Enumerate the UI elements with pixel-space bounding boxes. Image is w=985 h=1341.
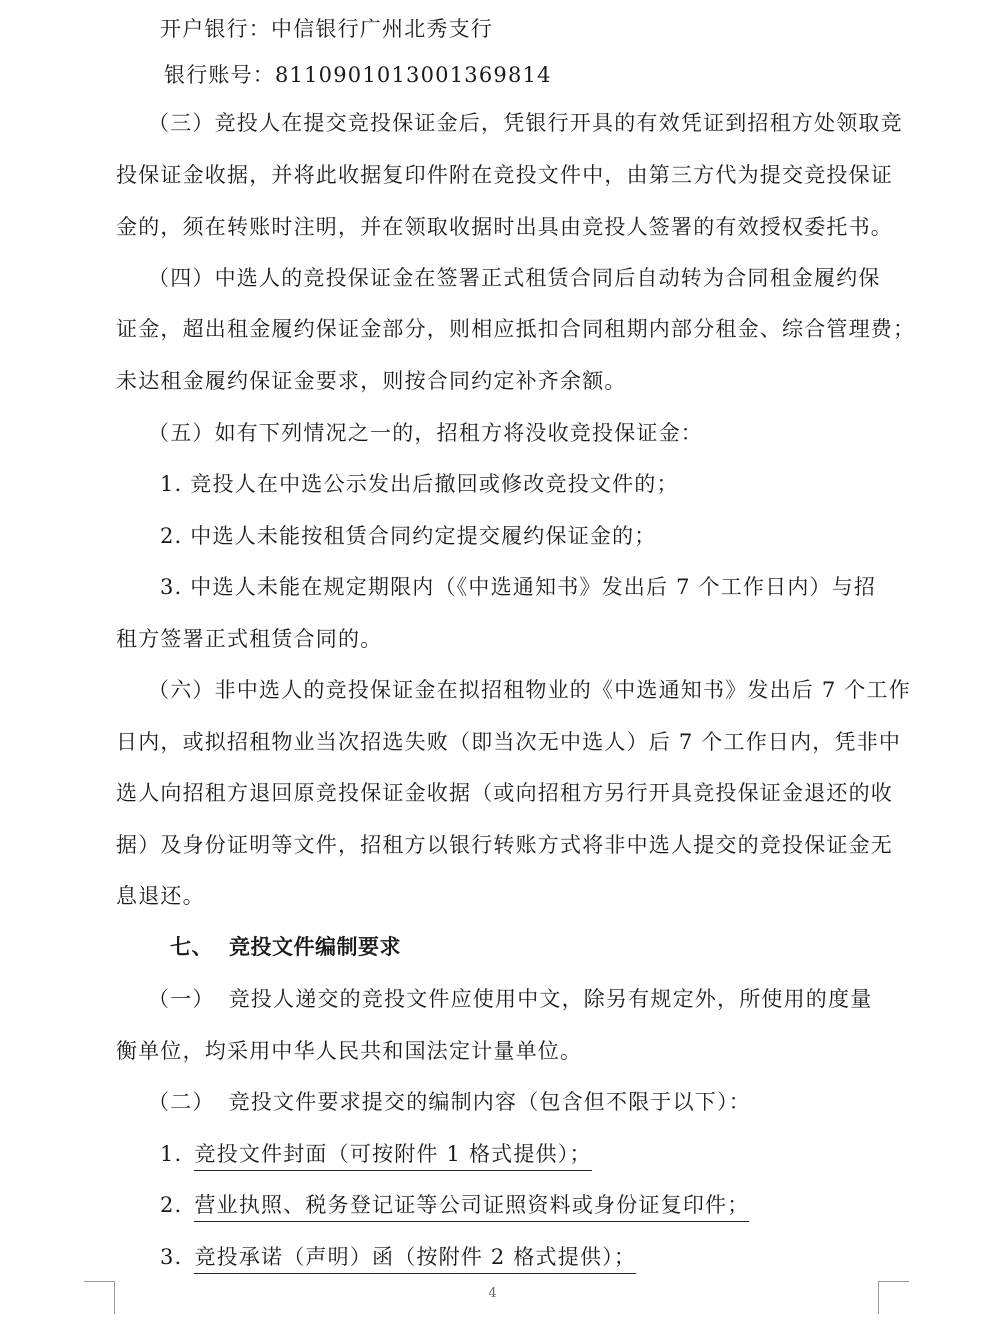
list-item-3: 3. 竞投承诺（声明）函（按附件 2 格式提供）； xyxy=(0,1242,985,1272)
bank-branch-line: 开户银行：中信银行广州北秀支行 xyxy=(160,17,493,41)
para6-line-1: （六）非中选人的竞投保证金在拟招租物业的《中选通知书》发出后 7 个工作 xyxy=(148,678,911,702)
sub2-line: （二） 竞投文件要求提交的编制内容（包含但不限于以下）： xyxy=(148,1090,751,1114)
crop-mark-right-h xyxy=(878,1281,909,1282)
para6-line-5: 息退还。 xyxy=(116,884,205,908)
para5-item-3: 3. 中选人未能在规定期限内（《中选通知书》发出后 7 个工作日内）与招 xyxy=(160,575,877,599)
para6-line-3: 选人向招租方退回原竞投保证金收据（或向招租方另行开具竞投保证金退还的收 xyxy=(116,781,893,805)
para4-line-1: （四）中选人的竞投保证金在签署正式租赁合同后自动转为合同租金履约保 xyxy=(148,266,881,290)
para3-line-3: 金的，须在转账时注明，并在领取收据时出具由竞投人签署的有效授权委托书。 xyxy=(116,215,893,239)
para5-item-3-cont: 租方签署正式租赁合同的。 xyxy=(116,627,383,651)
para5-item-1: 1. 竞投人在中选公示发出后撤回或修改竞投文件的； xyxy=(160,472,679,496)
para3-line-1: （三）竞投人在提交竞投保证金后，凭银行开具的有效凭证到招租方处领取竞 xyxy=(148,111,903,135)
bank-account-line: 银行账号：8110901013001369814 xyxy=(164,63,552,87)
para5-item-2: 2. 中选人未能按租赁合同约定提交履约保证金的； xyxy=(160,524,657,548)
para3-line-2: 投保证金收据，并将此收据复印件附在竞投文件中，由第三方代为提交竞投保证 xyxy=(116,163,893,187)
para6-line-2: 日内，或拟招租物业当次招选失败（即当次无中选人）后 7 个工作日内，凭非中 xyxy=(116,730,902,754)
section-7-heading xyxy=(0,932,985,962)
crop-mark-left-h xyxy=(84,1281,115,1282)
section-7-title: 竞投文件编制要求 xyxy=(229,935,401,959)
sub1-line-2: 衡单位，均采用中华人民共和国法定计量单位。 xyxy=(116,1039,583,1063)
page-number: 4 xyxy=(488,1286,497,1301)
list-item-1: 1. 竞投文件封面（可按附件 1 格式提供）； xyxy=(0,1139,985,1169)
sub1-line-1: （一） 竞投人递交的竞投文件应使用中文，除另有规定外，所使用的度量 xyxy=(148,987,873,1011)
para6-line-4: 据）及身份证明等文件，招租方以银行转账方式将非中选人提交的竞投保证金无 xyxy=(116,833,893,857)
para4-line-2: 证金，超出租金履约保证金部分，则相应抵扣合同租期内部分租金、综合管理费； xyxy=(116,317,916,341)
para5-intro: （五）如有下列情况之一的，招租方将没收竞投保证金： xyxy=(148,421,703,445)
list-item-2: 2. 营业执照、税务登记证等公司证照资料或身份证复印件； xyxy=(0,1190,985,1220)
para4-line-3: 未达租金履约保证金要求，则按合同约定补齐余额。 xyxy=(116,369,627,393)
section-7-number: 七、 xyxy=(170,935,213,959)
